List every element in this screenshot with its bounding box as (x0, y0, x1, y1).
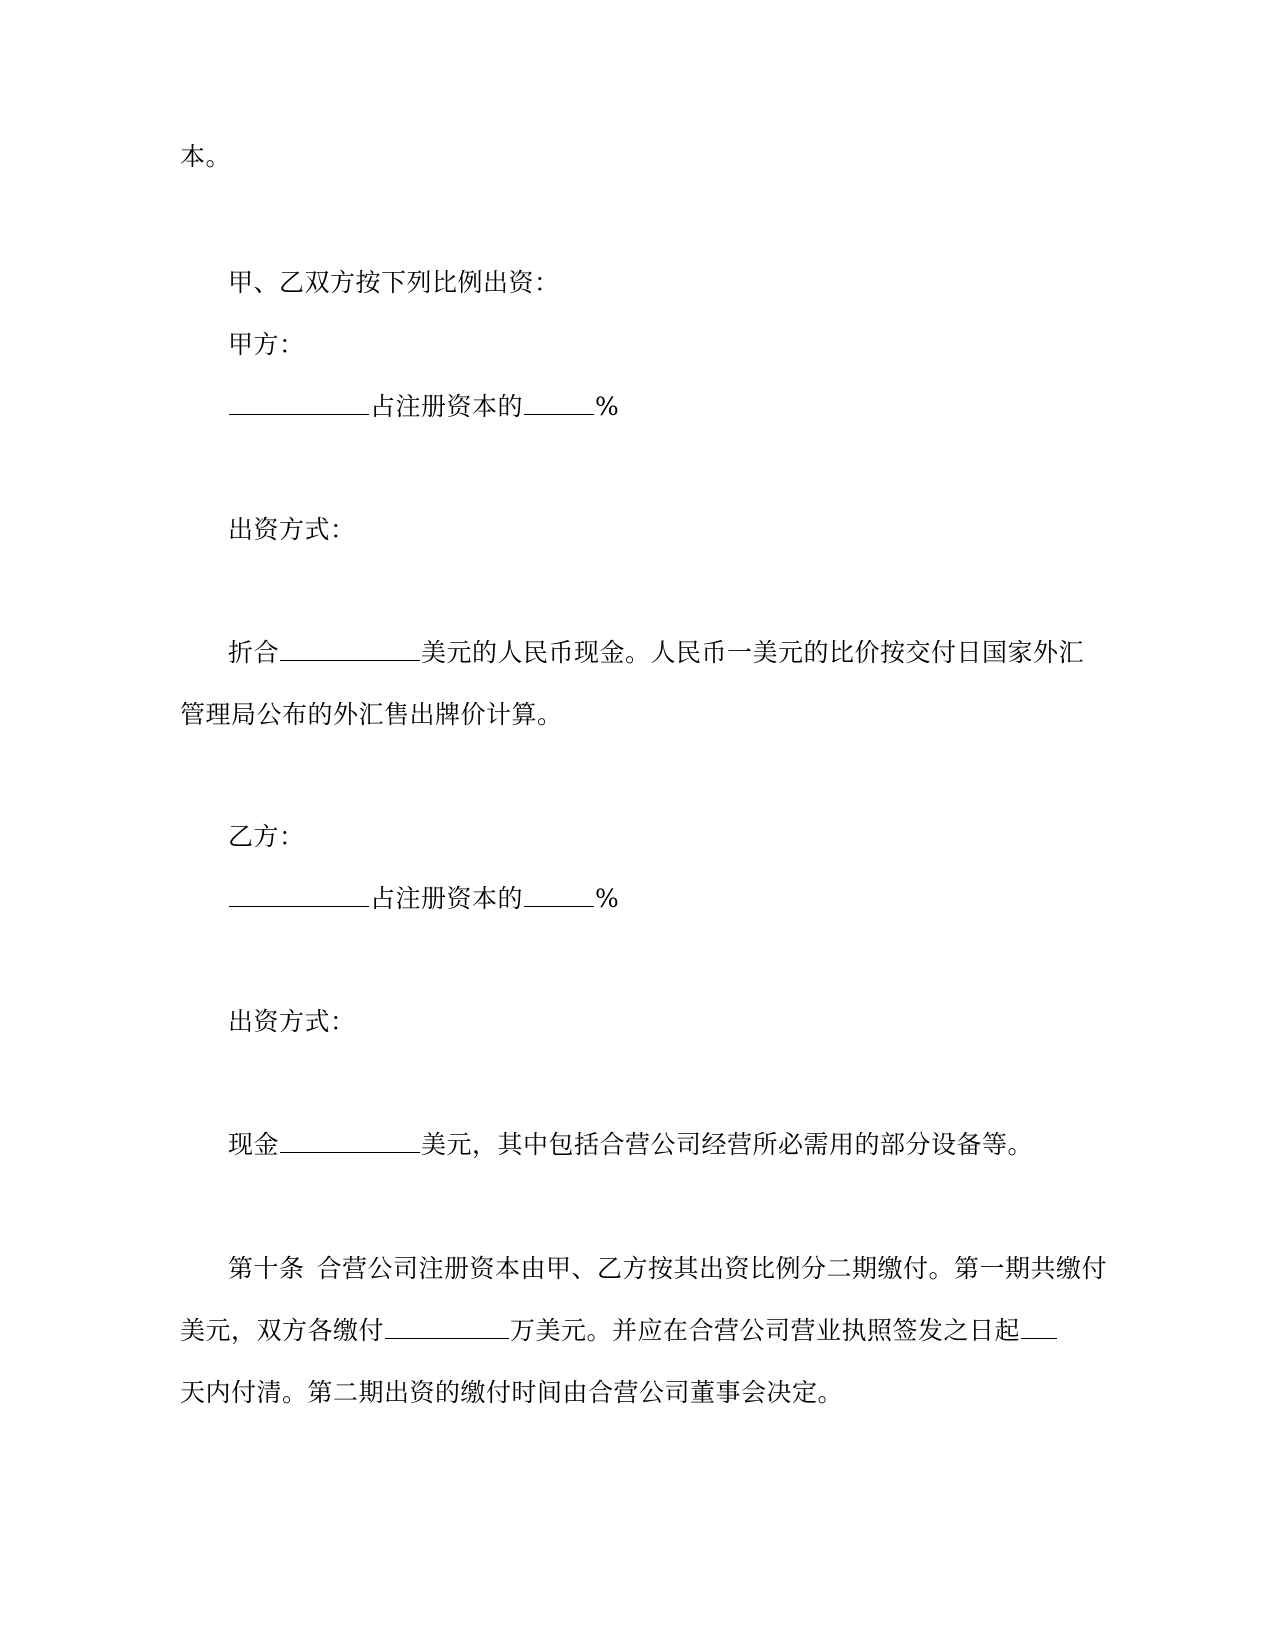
party-a-share (228, 392, 619, 422)
text-article-10-line-2-prefix: 美元，双方各缴付 (180, 1316, 385, 1345)
text-party-b-method-label: 出资方式： (228, 1007, 356, 1036)
party-b-method-label (228, 1007, 356, 1037)
article-10-days-blank (1021, 1316, 1057, 1339)
text-contribution-intro: 甲、乙双方按下列比例出资： (228, 268, 560, 297)
text-party-b: 乙方： (228, 822, 305, 851)
article-10-line-2 (180, 1316, 1058, 1346)
text-article-10-line-1: 合营公司注册资本由甲、乙方按其出资比例分二期缴付。第一期共缴付 (316, 1254, 1108, 1283)
party-b-label (228, 822, 305, 852)
text-party-b-share: 占注册资本的 (370, 884, 524, 913)
text-party-a-share: 占注册资本的 (370, 392, 524, 421)
party-b-percent-blank (524, 884, 594, 907)
party-a-amount-blank (229, 392, 369, 415)
text-party-b-method-suffix: 美元，其中包括合营公司经营所必需用的部分设备等。 (421, 1130, 1034, 1159)
article-10-amount-blank (385, 1316, 509, 1339)
party-a-label (228, 330, 305, 360)
text-party-a-method-prefix: 折合 (228, 638, 280, 667)
party-b-amount-blank (229, 884, 369, 907)
text-party-a: 甲方： (228, 330, 305, 359)
party-a-usd-blank (280, 638, 420, 661)
text-article-10-line-3: 天内付清。第二期出资的缴付时间由合营公司董事会决定。 (180, 1378, 844, 1407)
percent-sign: % (595, 884, 620, 913)
percent-sign: % (595, 392, 620, 421)
party-a-method (228, 638, 1084, 668)
party-b-usd-blank (280, 1130, 420, 1153)
article-number: 第十条 (228, 1254, 305, 1283)
party-b-method (228, 1130, 1033, 1160)
text-article-10-line-2-middle: 万美元。并应在合营公司营业执照签发之日起 (510, 1316, 1021, 1345)
text-party-b-method-prefix: 现金 (228, 1130, 280, 1159)
contribution-intro (228, 268, 560, 298)
text-party-a-method-suffix: 美元的人民币现金。人民币一美元的比价按交付日国家外汇 (421, 638, 1085, 667)
party-a-percent-blank (524, 392, 594, 415)
article-10-line-3 (180, 1378, 843, 1408)
text-party-a-method-continuation: 管理局公布的外汇售出牌价计算。 (180, 700, 563, 729)
party-a-method-label (228, 515, 356, 545)
article-10-line-1 (228, 1254, 1107, 1284)
text-continuation: 本。 (180, 142, 232, 171)
party-a-method-continuation (180, 700, 563, 730)
paragraph-continuation (180, 142, 231, 172)
text-party-a-method-label: 出资方式： (228, 515, 356, 544)
party-b-share (228, 884, 619, 914)
